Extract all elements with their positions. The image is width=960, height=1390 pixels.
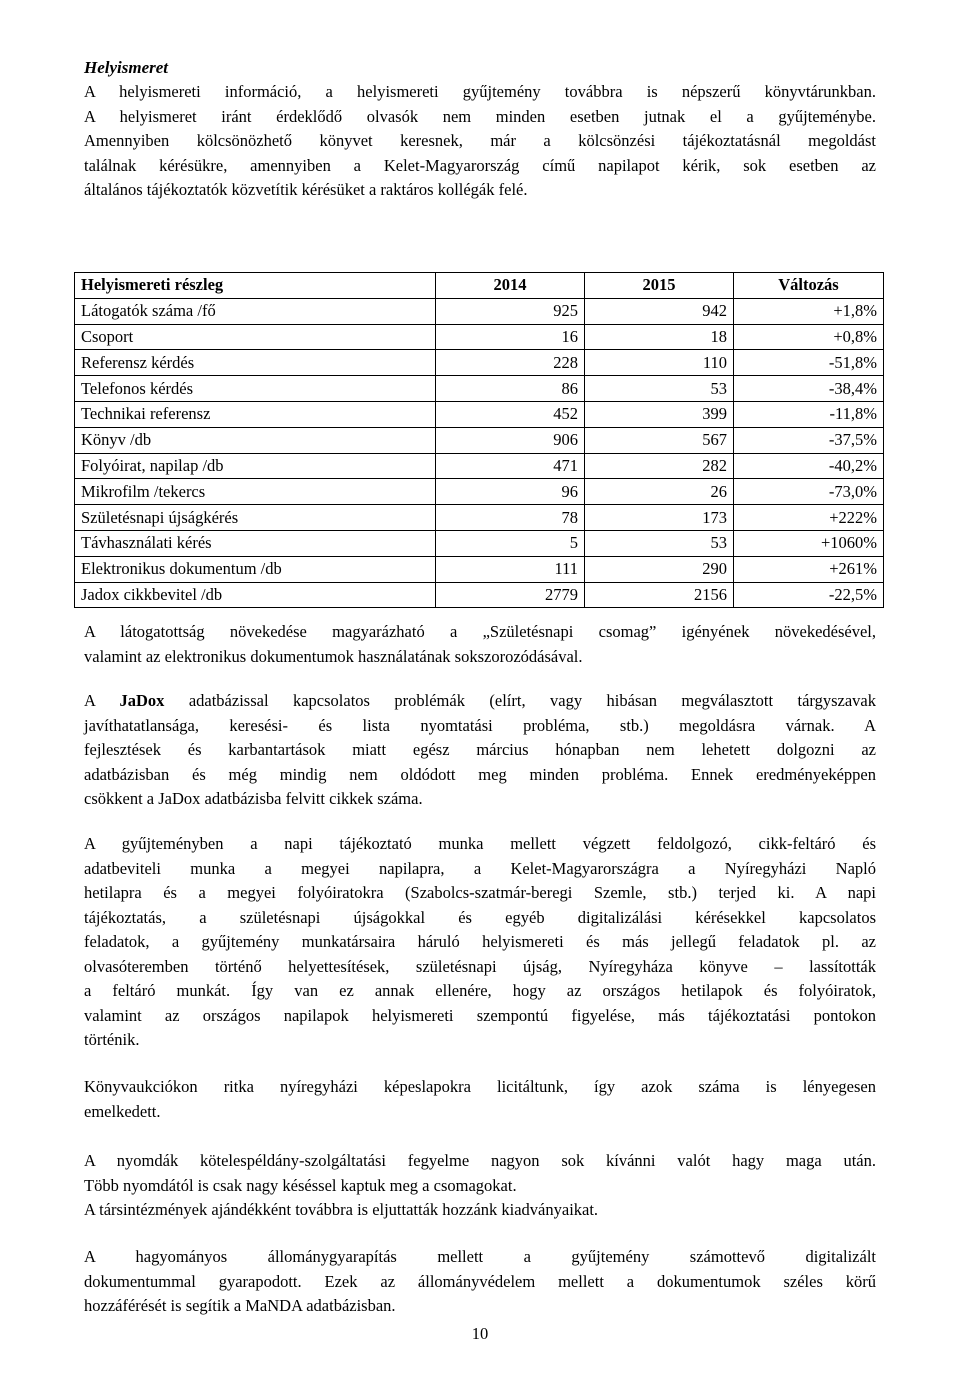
text-line: adatbázisban és még mindig nem oldódott meg minden probléma. Ennek eredményeképpen (84, 764, 876, 784)
visitors-paragraph (84, 620, 876, 669)
value-change: +0,8% (733, 324, 883, 350)
text-line: találnak kérésükre, amennyiben a Kelet-Magyarország című napilapot kérik, sok esetben az (84, 155, 876, 175)
table-header-row (75, 273, 884, 299)
value-2015: 18 (584, 324, 733, 350)
value-change: +1,8% (733, 298, 883, 324)
text-line: általános tájékoztatók közvetítik kérésüket a raktáros kollégák felé. (84, 180, 528, 199)
value-change: +222% (733, 505, 883, 531)
value-2015: 282 (584, 453, 733, 479)
auction-paragraph (84, 1075, 876, 1124)
text-line (84, 689, 876, 714)
table-row (75, 427, 884, 453)
text-line: valamint az elektronikus dokumentumok használatának sokszorozódásával. (84, 646, 583, 666)
header-department: Helyismereti részleg (75, 273, 436, 299)
value-2014: 5 (436, 530, 585, 556)
row-label: Könyv /db (75, 427, 436, 453)
table-row (75, 453, 884, 479)
text-line: csökkent a JaDox adatbázisba felvitt cikkek száma. (84, 789, 423, 808)
section-heading: Helyismeret (84, 58, 169, 77)
text-line: hozzáférését is segítik a MaNDA adatbázisban. (84, 1296, 396, 1315)
value-change: -38,4% (733, 376, 883, 402)
row-label: Elektronikus dokumentum /db (75, 556, 436, 582)
value-change: -37,5% (733, 427, 883, 453)
value-2014: 925 (436, 298, 585, 324)
text-line: történik. (84, 1030, 140, 1049)
row-label: Jadox cikkbevitel /db (75, 582, 436, 608)
table-row (75, 376, 884, 402)
collection-paragraph (84, 832, 876, 1053)
value-2014: 16 (436, 324, 585, 350)
text-line: A hagyományos állománygyarapítás mellett a gyűjtemény számottevő digitalizált (84, 1247, 876, 1266)
jadox-post: adatbázissal kapcsolatos problémák (elírt, vagy hibásan megválasztott tárgyszavak (164, 691, 876, 710)
text-line: Több nyomdától is csak nagy késéssel kaptuk meg a csomagokat. (84, 1175, 517, 1195)
intro-paragraph (84, 80, 876, 203)
text-line: adatbeviteli munka a megyei napilapra, a Kelet-Magyarországra a Nyíregyházi Napló (84, 858, 876, 878)
text-line: hetilapra és a megyei folyóiratokra (Szabolcs-szatmár-beregi Szemle, stb.) terjed ki. A napi (84, 883, 876, 902)
text-line: A helyismeret iránt érdeklődő olvasók nem minden esetben jutnak el a gyűjteménybe. (84, 106, 876, 126)
value-2015: 567 (584, 427, 733, 453)
header-2015: 2015 (584, 273, 733, 299)
value-2015: 173 (584, 505, 733, 531)
text-line: A társintézmények ajándékként továbbra is eljuttatták hozzánk kiadványaikat. (84, 1200, 599, 1219)
value-2014: 452 (436, 401, 585, 427)
text-line: emelkedett. (84, 1101, 161, 1121)
table-row (75, 582, 884, 608)
row-label: Csoport (75, 324, 436, 350)
text-line: javíthatatlansága, keresési- és lista nyomtatási probléma, stb.) megoldásra várnak. A (84, 715, 876, 735)
value-2014: 228 (436, 350, 585, 376)
value-2015: 290 (584, 556, 733, 582)
table-row (75, 298, 884, 324)
digital-paragraph (84, 1245, 876, 1319)
value-change: -40,2% (733, 453, 883, 479)
row-label: Látogatók száma /fő (75, 298, 436, 324)
row-label: Születésnapi újságkérés (75, 505, 436, 531)
value-2014: 906 (436, 427, 585, 453)
value-change: -11,8% (733, 401, 883, 427)
header-change: Változás (733, 273, 883, 299)
value-change: +261% (733, 556, 883, 582)
value-2015: 942 (584, 298, 733, 324)
table-row (75, 556, 884, 582)
value-2014: 2779 (436, 582, 585, 608)
text-line: A gyűjteményben a napi tájékoztató munka mellett végzett feldolgozó, cikk-feltáró és (84, 834, 876, 853)
row-label: Referensz kérdés (75, 350, 436, 376)
table-row (75, 479, 884, 505)
text-line: dokumentummal gyarapodott. Ezek az állományvédelem mellett a dokumentumok széles körű (84, 1271, 876, 1291)
value-2015: 53 (584, 376, 733, 402)
value-2015: 399 (584, 401, 733, 427)
table-row (75, 401, 884, 427)
row-label: Távhasználati kérés (75, 530, 436, 556)
value-change: -22,5% (733, 582, 883, 608)
table-row (75, 505, 884, 531)
text-line: A nyomdák kötelespéldány-szolgáltatási fegyelme nagyon sok kívánni valót hagy maga után. (84, 1151, 876, 1170)
jadox-bold: JaDox (119, 691, 165, 710)
value-change: -73,0% (733, 479, 883, 505)
printing-paragraph (84, 1149, 876, 1223)
value-2014: 78 (436, 505, 585, 531)
text-line: feladatok, a gyűjtemény munkatársaira háruló helyismereti és más jellegű feladatok pl. az (84, 932, 876, 951)
text-line: fejlesztések és karbantartások miatt egész március hónapban nem lehetett dolgozni az (84, 740, 876, 759)
row-label: Folyóirat, napilap /db (75, 453, 436, 479)
row-label: Mikrofilm /tekercs (75, 479, 436, 505)
value-2014: 86 (436, 376, 585, 402)
value-2015: 2156 (584, 582, 733, 608)
header-2014: 2014 (436, 273, 585, 299)
value-change: +1060% (733, 530, 883, 556)
text-line: A helyismereti információ, a helyismereti gyűjtemény továbbra is népszerű könyvtárunkban. (84, 82, 876, 101)
value-2014: 96 (436, 479, 585, 505)
text-line: Könyvaukciókon ritka nyíregyházi képeslapokra licitáltunk, így azok száma is lényegesen (84, 1077, 876, 1096)
page-number: 10 (471, 1324, 489, 1343)
text-line: olvasóteremben történő helyettesítések, születésnapi újság, Nyíregyháza könyve – lassították (84, 956, 876, 976)
value-change: -51,8% (733, 350, 883, 376)
jadox-paragraph (84, 689, 876, 812)
text-line: A látogatottság növekedése magyarázható a „Születésnapi csomag” igényének növekedésével, (84, 622, 876, 641)
value-2014: 111 (436, 556, 585, 582)
row-label: Telefonos kérdés (75, 376, 436, 402)
row-label: Technikai referensz (75, 401, 436, 427)
statistics-table (74, 272, 884, 608)
text-line: a feltáró munkát. Így van ez annak ellenére, hogy az országos hetilapok és folyóiratok, (84, 981, 876, 1000)
text-line: valamint az országos napilapok helyismereti szempontú figyelése, más tájékoztatási pontokon (84, 1005, 876, 1025)
table-row (75, 530, 884, 556)
table-row (75, 350, 884, 376)
value-2015: 110 (584, 350, 733, 376)
text-line: tájékoztatás, a születésnapi újságokkal és egyéb digitalizálási kérésekkel kapcsolatos (84, 907, 876, 927)
value-2014: 471 (436, 453, 585, 479)
table-row (75, 324, 884, 350)
text-line: Amennyiben kölcsönözhető könyvet keresnek, már a kölcsönzési tájékoztatásnál megoldást (84, 131, 876, 150)
jadox-pre: A (84, 691, 120, 710)
value-2015: 26 (584, 479, 733, 505)
table-body (75, 298, 884, 608)
value-2015: 53 (584, 530, 733, 556)
